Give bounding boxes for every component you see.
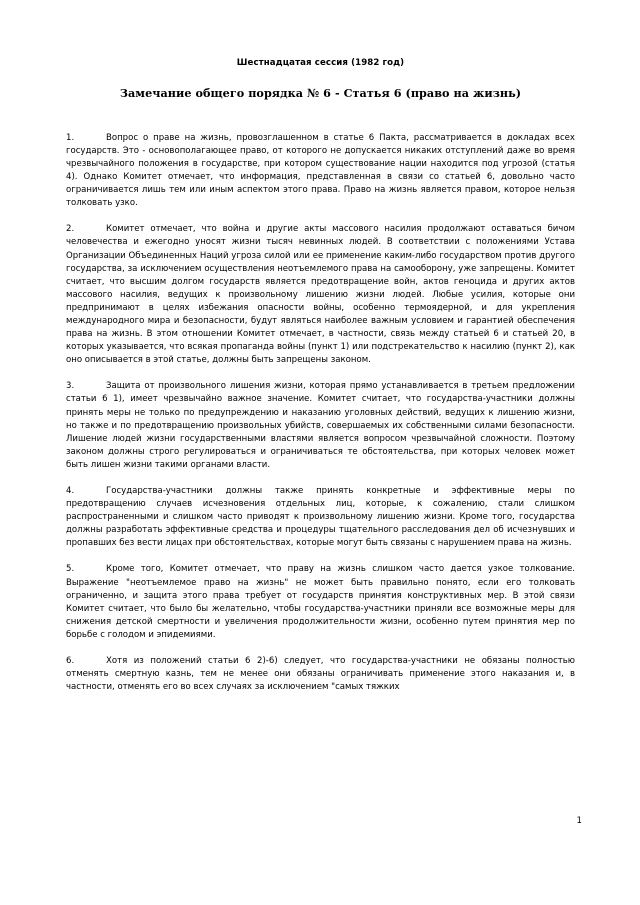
paragraph-text: Кроме того, Комитет отмечает, что праву на жизнь слишком часто дается узкое толкование. Выражение "неотъемлемое право на жизнь" не может быть правильно понято, если его толковать ограниченно, и защита этого права требует от государств принятия конструктивных мер. В этой связи Комитет считает, что было бы желательно, чтобы государства-участники приняли все возможные меры для снижения детской смертности и увеличения продолжительности жизни, особенно путем принятия мер по борьбе с голодом и эпидемиями. [66,564,575,640]
paragraph-number: 5. [66,564,75,575]
paragraph-number: 2. [66,224,75,235]
paragraph-text: Хотя из положений статьи 6 2)-6) следует, что государства-участники не обязаны полностью отменять смертную казнь, тем не менее они обязаны ограничивать применение этого наказания и, в частности, отменять его во всех случаях за исключением "самых тяжких [66,656,575,693]
paragraph-text: Вопрос о праве на жизнь, провозглашенном в статье 6 Пакта, рассматривается в докладах всех государств. Это - основополагающее право, от которого не допускается никаких отступлений даже во время чрезвычайного положения в государстве, при котором существование нации находится под угрозой (статья 4). Однако Комитет отмечает, что информация, представленная в связи со статьей 6, довольно часто ограничивается лишь тем или иным аспектом этого права. Право на жизнь является правом, которое нельзя толковать узко. [66,132,575,209]
paragraph [66,210,575,367]
paragraph [66,132,575,211]
paragraph-text: Государства-участники должны также принять конкретные и эффективные меры по предотвращению случаев исчезновения отдельных лиц, которые, к сожалению, стали слишком распространенными и слишком часто приводят к произвольному лишению жизни. Кроме того, государства должны разработать эффективные средства и процедуры тщательного расследования дел об исчезнувших и пропавших без вести лицах при обстоятельствах, которые могут быть связаны с нарушением права на жизнь. [66,486,575,549]
paragraph [66,367,575,472]
paragraph-text: Комитет отмечает, что война и другие акты массового насилия продолжают оставаться бичом человечества и ежегодно уносят жизни тысяч невинных людей. В соответствии с положениями Устава Организации Объединенных Наций угроза силой или ее применение каким-либо государством против другого государства, за исключением осуществления неотъемлемого права на самооборону, уже запрещены. Комитет считает, что высшим долгом государств является предотвращение войн, актов геноцида и других актов массового насилия, ведущих к произвольному лишению жизни людей. Любые усилия, которые они предпринимают в целях избежания опасности войны, особенно термоядерной, и для укрепления международного мира и безопасности, будут являться наиболее важным условием и гарантией обеспечения права на жизнь. В этом отношении Комитет отмечает, в частности, связь между статьей 6 и статьей 20, в которых указывается, что всякая пропаганда войны (пункт 1) или подстрекательство к насилию (пункт 2), как оно описывается в этой статье, должны быть запрещены законом. [66,224,575,366]
document-content [66,0,575,694]
paragraph-number: 1. [66,132,75,143]
paragraph-number: 3. [66,381,75,392]
session-heading: Шестнадцатая сессия (1982 год) [236,58,405,68]
paragraph-number: 4. [66,486,75,496]
page-number: 1 [576,816,582,826]
page-title: Замечание общего порядка № 6 - Статья 6 (право на жизнь) [119,86,522,101]
paragraph-number: 6. [66,656,75,667]
paragraph-text: Защита от произвольного лишения жизни, которая прямо устанавливается в третьем предложении статьи 6 1), имеет чрезвычайно важное значение. Комитет считает, что государства-участники должны принять меры не только по предупреждению и наказанию уголовных действий, ведущих к лишению жизни, но также и по предотвращению произвольных убийств, совершаемых их собственными силами безопасности. Лишение людей жизни государственными властями является вопросом чрезвычайной сложности. Поэтому законом должны строго регулироваться и ограничиваться те обстоятельства, при которых человек может быть лишен жизни такими органами власти. [66,381,575,470]
paragraph [66,550,575,642]
paragraph [66,472,575,550]
paragraph [66,642,575,694]
paragraph-list [66,101,575,695]
